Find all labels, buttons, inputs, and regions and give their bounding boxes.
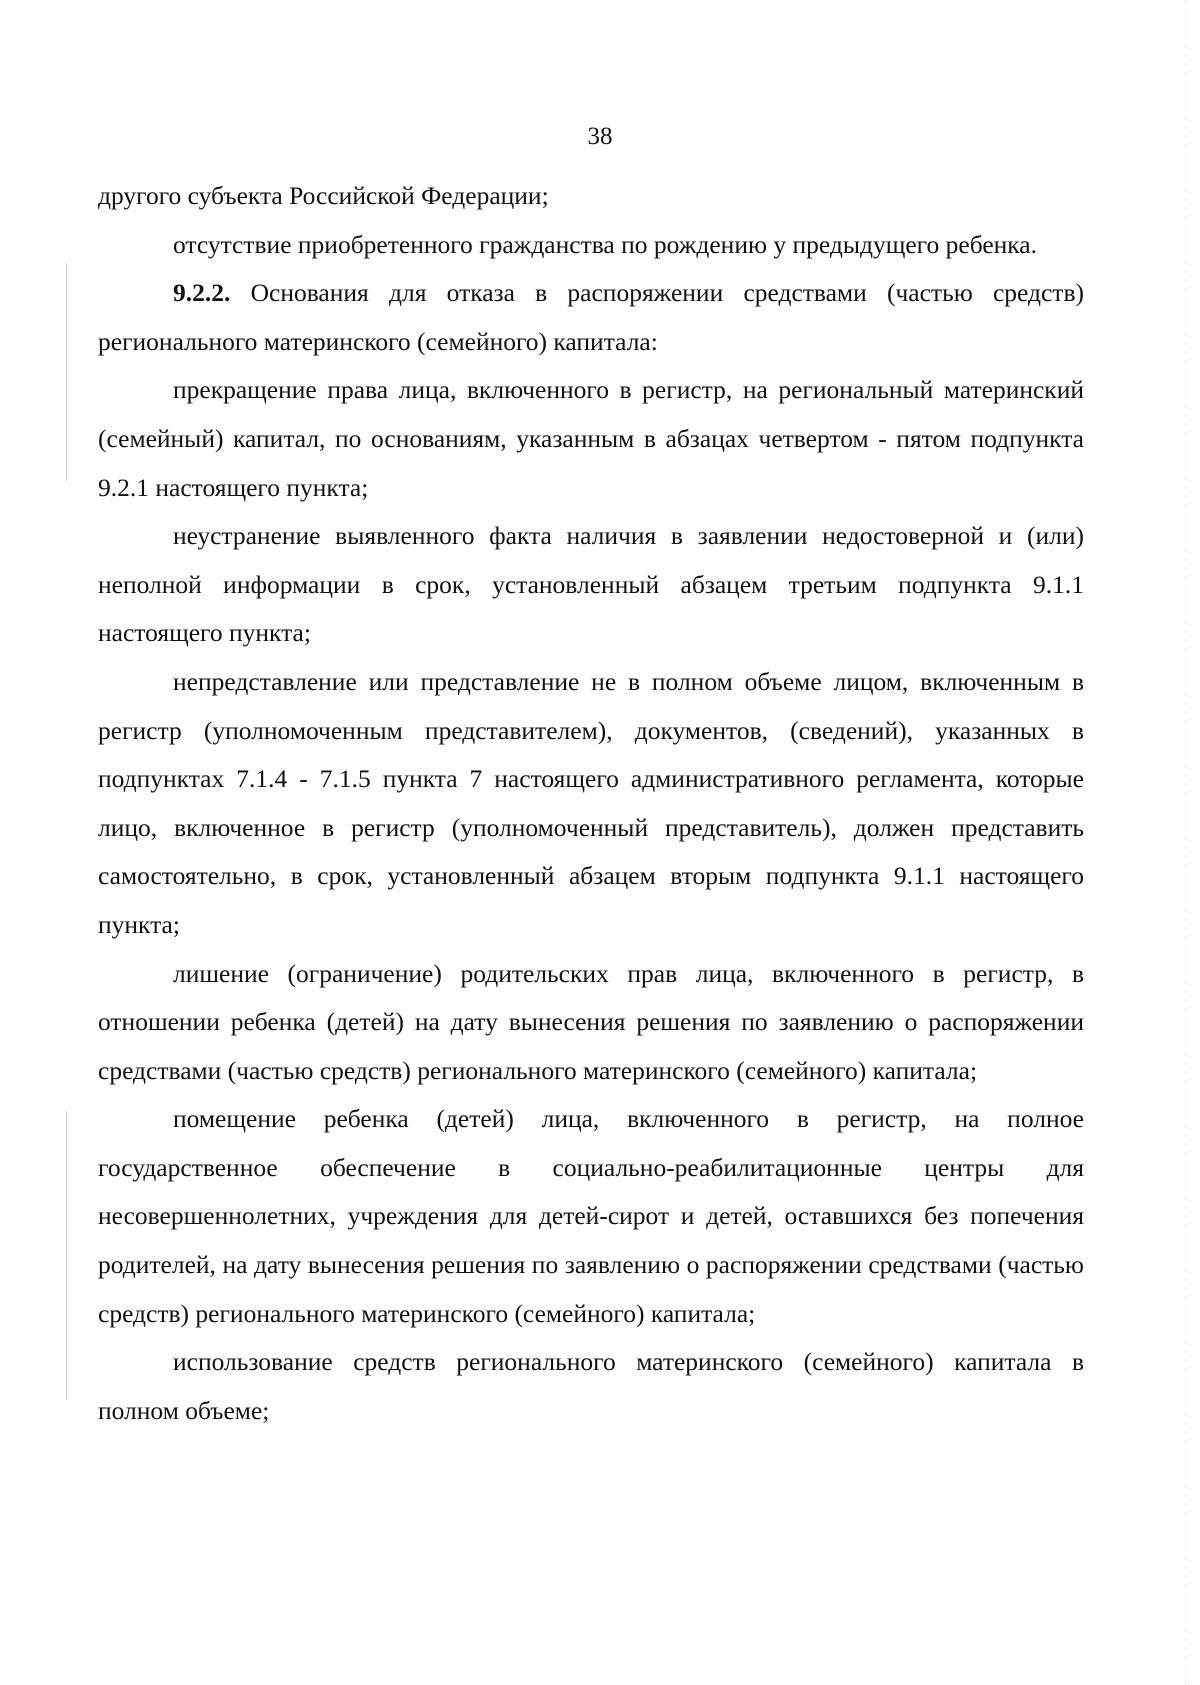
paragraph: прекращение права лица, включенного в регистр, на региональный материнский (семейный) капитал, по основаниям, указанным в абзацах четвертом - пятом подпункта 9.2.1 настоящего пункта; [98,375,1084,502]
paragraph: неустранение выявленного факта наличия в заявлении недостоверной и (или) неполной информации в срок, установленный абзацем третьим подпункта 9.1.1 настоящего пункта; [98,521,1084,648]
paragraph: отсутствие приобретенного гражданства по рождению у предыдущего ребенка. [173,229,1037,259]
paragraph: использование средств регионального материнского (семейного) капитала в полном объеме; [98,1347,1084,1425]
paragraph: непредставление или представление не в полном объеме лицом, включенным в регистр (уполномоченным представителем), документов, (сведений), указанных в подпунктах 7.1.4 - 7.1.5 пункта 7 настоящего административного регламента, которые лицо, включенное в регистр (уполномоченный представитель), должен представить самостоятельно, в срок, установленный абзацем вторым подпункта 9.1.1 настоящего пункта; [98,666,1084,939]
scan-margin-line-top [66,262,67,482]
paragraph-section-9-2-2 [98,269,1084,366]
paragraph: лишение (ограничение) родительских прав лица, включенного в регистр, в отношении ребенка (детей) на дату вынесения решения по заявлению о распоряжении средствами (частью средств) регионального материнского (семейного) капитала; [98,958,1084,1085]
paragraph-continuation: другого субъекта Российской Федерации; [98,181,549,210]
scan-edge-artifact [1185,0,1186,1685]
document-body [98,172,1084,1435]
page-number: 38 [587,123,613,150]
section-number: 9.2.2. [173,278,231,308]
scan-margin-line-bottom [66,1110,67,1400]
section-text: Основания для отказа в распоряжении средствами (частью средств) регионального материнского (семейного) капитала: [98,278,1084,356]
paragraph: помещение ребенка (детей) лица, включенного в регистр, на полное государственное обеспечение в социально-реабилитационные центры для несовершеннолетних, учреждения для детей-сирот и детей, оставшихся без попечения родителей, на дату вынесения решения по заявлению о распоряжении средствами (частью средств) регионального материнского (семейного) капитала; [98,1104,1084,1328]
